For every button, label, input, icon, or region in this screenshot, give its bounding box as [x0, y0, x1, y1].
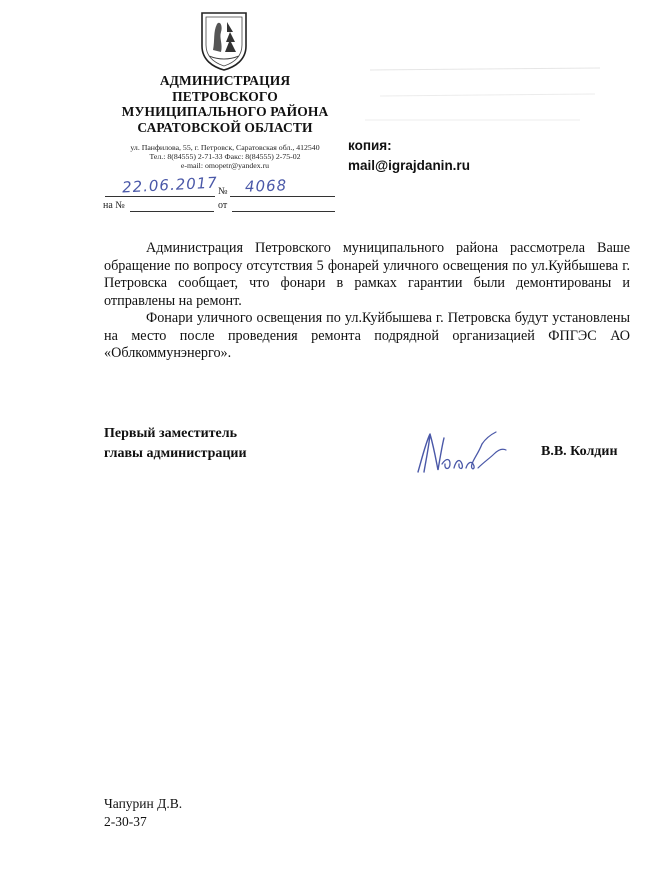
address-line: e-mail: omopetr@yandex.ru [180, 161, 270, 170]
body-paragraph: Администрация Петровского муниципального района рассмотрела Ваше обращение по вопросу отсутствия 5 фонарей уличного освещения по ул.Куйбышева г. Петровска сообщает, что фонари в рамках гарантии были демонтированы и отправлены на ремонт. [104, 240, 630, 309]
copy-email: mail@igrajdanin.ru [348, 158, 470, 173]
signer-name: В.В. Колдин [541, 444, 618, 459]
organization-address [100, 143, 350, 170]
handwritten-signature [412, 428, 510, 478]
address-line: Тел.: 8(84555) 2-71-33 Факс: 8(84555) 2-75-02 [149, 152, 301, 161]
body-paragraph: Фонари уличного освещения по ул.Куйбышева г. Петровска будут установлены на место после проведения ремонта подрядной организацией ФПГЭС АО «Облкоммунэнерго». [104, 310, 630, 361]
executor-phone: 2-30-37 [104, 813, 147, 829]
coat-of-arms-emblem [199, 10, 249, 72]
outgoing-number: 4068 [244, 176, 288, 196]
copy-recipient [348, 136, 470, 176]
organization-name [100, 73, 350, 135]
executor-info [104, 795, 182, 830]
signer-position-line: главы администрации [104, 446, 247, 461]
org-line: ПЕТРОВСКОГО [172, 88, 278, 104]
copy-label: копия: [348, 138, 392, 153]
org-line: САРАТОВСКОЙ ОБЛАСТИ [137, 119, 313, 135]
outgoing-date: 22.06.2017 [121, 173, 219, 197]
signer-position-line: Первый заместитель [104, 426, 237, 441]
scan-artifact [360, 58, 610, 128]
letter-body [104, 240, 630, 363]
signer-position [104, 424, 247, 464]
executor-name: Чапурин Д.В. [104, 796, 183, 811]
reference-block [100, 173, 340, 218]
address-line: ул. Панфилова, 55, г. Петровск, Саратовская обл., 412540 [130, 143, 320, 152]
number-sign: № [218, 186, 228, 197]
reply-to-label: на № [103, 200, 125, 211]
org-line: МУНИЦИПАЛЬНОГО РАЙОНА [121, 104, 329, 119]
org-line: АДМИНИСТРАЦИЯ [159, 73, 291, 88]
from-label: от [218, 200, 228, 211]
